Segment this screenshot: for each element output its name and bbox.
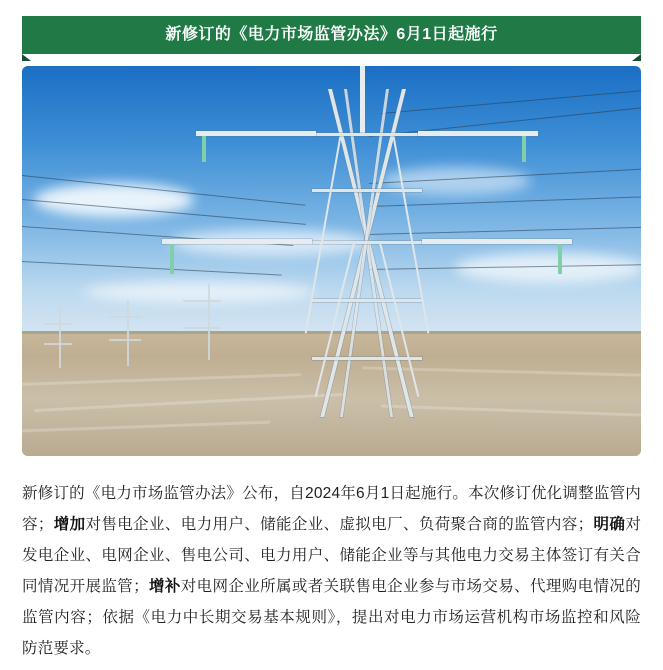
article-body: [22, 478, 641, 664]
emphasized-term: 明确: [593, 516, 626, 533]
emphasized-term: 增加: [53, 516, 86, 533]
tower-arm: [162, 239, 312, 244]
distant-tower-arm: [183, 300, 221, 302]
distant-tower-arm: [109, 316, 141, 318]
body-text-run: 对电网企业所属或者关联售电企业参与市场交易、代理购电情况的监管内容；依据《电力中长期交易基本规则》，提出对电力市场运营机构市场监控和风险防范要求。: [22, 578, 641, 657]
insulator-string: [522, 136, 526, 162]
tower-crossbar: [312, 357, 422, 360]
transmission-tower: [282, 89, 452, 417]
distant-tower: [127, 300, 129, 366]
body-text-run: 新修订的《电力市场监管办法》公布，自2024年6月1日起施行。本次修订优化调整监管内容；: [22, 485, 641, 533]
tower-crossbar: [312, 133, 422, 136]
insulator-string: [170, 244, 174, 274]
distant-tower-arm: [183, 327, 221, 329]
distant-tower-arm: [44, 323, 72, 325]
cloud-shape: [455, 253, 641, 283]
insulator-string: [558, 244, 562, 274]
distant-tower: [59, 308, 61, 368]
tower-arm: [422, 239, 572, 244]
hero-image: [22, 66, 641, 456]
title-banner: [22, 16, 641, 54]
tower-crossbar: [312, 299, 422, 302]
body-text-run: 对售电企业、电力用户、储能企业、虚拟电厂、负荷聚合商的监管内容；: [85, 516, 594, 533]
distant-tower: [208, 284, 210, 360]
tower-arm: [418, 131, 538, 136]
banner-corner-left-icon: [22, 54, 31, 61]
header-section: [0, 0, 663, 56]
tower-brace: [305, 137, 342, 334]
insulator-string: [202, 136, 206, 162]
emphasized-term: 增补: [148, 578, 181, 595]
tower-crossbar: [312, 241, 422, 244]
distant-tower-arm: [109, 339, 141, 341]
tower-brace: [393, 137, 430, 334]
tower-arm: [196, 131, 316, 136]
body-text-run: 对发电企业、电网企业、售电公司、电力用户、储能企业等与其他电力交易主体签订有关合同情况开展监管；: [22, 516, 642, 595]
banner-corner-right-icon: [632, 54, 641, 61]
tower-peak: [360, 66, 365, 133]
page-title: 新修订的《电力市场监管办法》6月1日起施行: [165, 26, 498, 43]
article-paragraph: [22, 478, 641, 664]
distant-tower-arm: [44, 343, 72, 345]
